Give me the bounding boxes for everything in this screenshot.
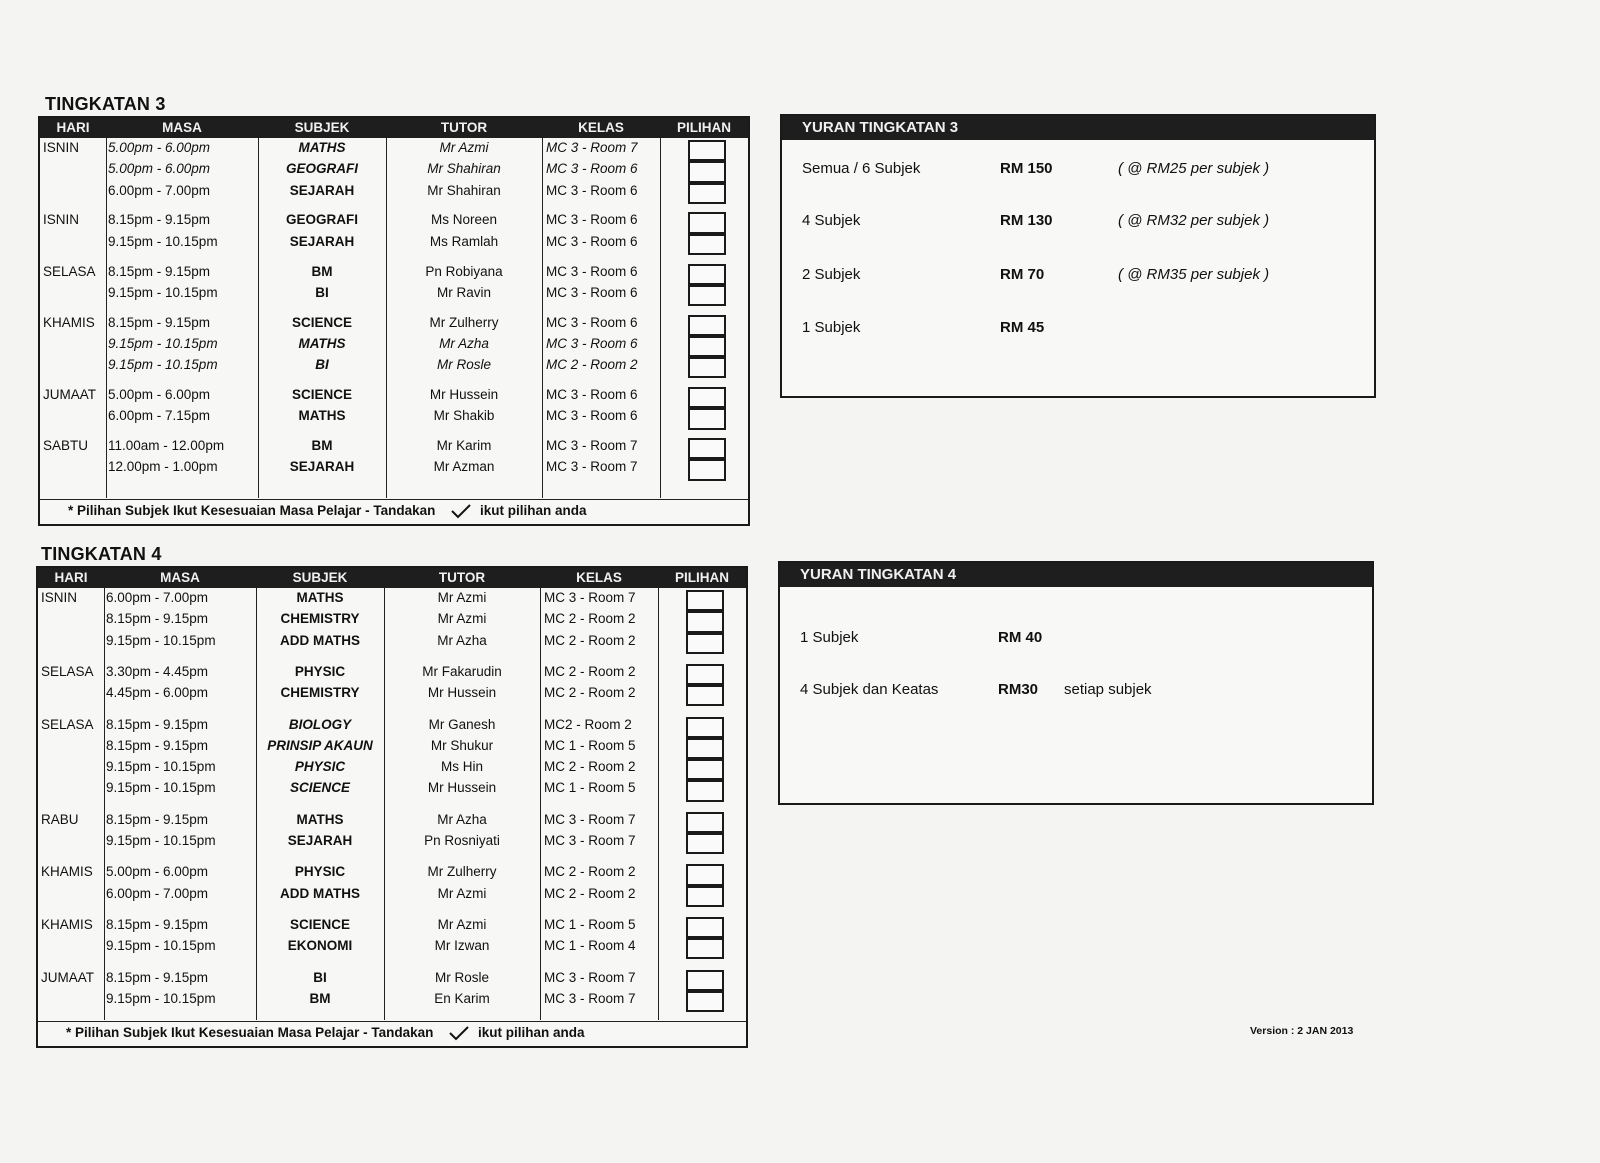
subject-cell: BI [315,284,329,300]
class-cell: MC 3 - Room 6 [546,233,638,249]
choice-checkbox[interactable] [686,886,724,907]
subject-cell: BI [315,357,329,373]
fee-row [782,266,1374,288]
time-cell: 9.15pm - 10.15pm [106,759,216,775]
class-cell: MC 3 - Room 7 [546,438,638,454]
class-cell: MC 3 - Room 6 [546,284,638,300]
class-cell: MC 2 - Room 2 [544,611,636,627]
class-cell: MC 3 - Room 6 [546,387,638,402]
class-cell: MC 2 - Room 2 [546,357,638,373]
subject-cell: MATHS [298,335,346,351]
fees-t4-panel [778,561,1374,805]
time-cell: 6.00pm - 7.15pm [108,408,211,424]
subject-cell: ADD MATHS [280,632,360,648]
time-cell: 8.15pm - 9.15pm [106,737,209,753]
table-row [40,161,748,182]
time-cell: 8.15pm - 9.15pm [108,314,211,330]
table-row [38,717,746,738]
table-row [38,917,746,938]
table-row [38,664,746,685]
choice-checkbox[interactable] [688,357,726,378]
column-header: TUTOR [438,570,486,585]
fee-amount: RM 130 [1000,212,1053,229]
day-cell: SELASA [41,663,94,679]
table-row [38,833,746,854]
choice-checkbox[interactable] [688,438,726,459]
column-header: PILIHAN [675,570,729,585]
choice-checkbox[interactable] [686,685,724,706]
tutor-cell: Mr Ravin [436,284,491,300]
fee-label: 1 Subjek [800,629,859,646]
time-cell: 9.15pm - 10.15pm [108,284,218,300]
tutor-cell: Mr Izwan [434,938,490,954]
day-cell: JUMAAT [43,387,96,402]
tutor-cell: En Karim [434,990,490,1006]
table-row [40,234,748,255]
fee-note: ( @ RM35 per subjek ) [1118,266,1270,283]
fee-label: 4 Subjek dan Keatas [800,681,939,698]
tutor-cell: Mr Azman [433,459,495,475]
column-header: PILIHAN [677,120,731,135]
time-cell: 9.15pm - 10.15pm [106,990,216,1006]
tutor-cell: Mr Azha [439,335,489,351]
subject-cell: PHYSIC [294,864,346,880]
table-footer-note [40,499,748,524]
tutor-cell: Mr Karim [436,438,492,454]
class-cell: MC 2 - Room 2 [544,759,636,775]
class-cell: MC 3 - Room 7 [544,833,636,848]
subject-cell: SCIENCE [291,387,352,402]
column-header: SUBJEK [292,570,348,585]
subject-cell: GEOGRAFI [285,212,358,228]
choice-checkbox[interactable] [688,212,726,233]
choice-checkbox[interactable] [688,183,726,204]
choice-checkbox[interactable] [688,140,726,161]
time-cell: 8.15pm - 9.15pm [106,811,209,827]
subject-cell: PRINSIP AKAUN [267,737,373,753]
day-cell: KHAMIS [41,864,93,880]
fee-amount: RM 45 [1000,319,1045,336]
time-cell: 11.00am - 12.00pm [108,438,225,454]
choice-checkbox[interactable] [688,161,726,182]
day-cell: JUMAAT [41,969,94,985]
table-row [40,438,748,459]
tutor-cell: Mr Ganesh [428,716,496,732]
table-row [38,759,746,780]
day-cell: ISNIN [41,590,78,605]
subject-cell: SCIENCE [291,314,352,330]
subject-cell: BIOLOGY [288,716,352,732]
table-row [38,812,746,833]
choice-checkbox[interactable] [688,387,726,408]
subject-cell: EKONOMI [287,938,353,954]
tutor-cell: Ms Hin [440,759,483,775]
footer-note-text: * Pilihan Subjek Ikut Kesesuaian Masa Pelajar - Tandakan [68,503,436,518]
choice-checkbox[interactable] [686,717,724,738]
choice-checkbox[interactable] [686,991,724,1012]
class-cell: MC 3 - Room 6 [546,314,638,330]
time-cell: 9.15pm - 10.15pm [108,233,218,249]
tutor-cell: Mr Rosle [436,357,491,373]
class-cell: MC 2 - Room 2 [544,663,636,679]
class-cell: MC 3 - Room 6 [546,263,638,279]
choice-checkbox[interactable] [686,611,724,632]
column-header: MASA [162,120,202,135]
subject-cell: PHYSIC [294,759,346,775]
time-cell: 8.15pm - 9.15pm [108,212,211,228]
table-row [38,780,746,801]
subject-cell: SCIENCE [289,780,350,796]
choice-checkbox[interactable] [686,759,724,780]
class-cell: MC 3 - Room 6 [546,161,638,177]
fee-row [780,629,1372,651]
tutor-cell: Mr Fakarudin [422,663,502,679]
time-cell: 8.15pm - 9.15pm [106,916,209,932]
tutor-cell: Ms Noreen [430,212,498,228]
subject-cell: MATHS [296,811,344,827]
choice-checkbox[interactable] [686,664,724,685]
time-cell: 9.15pm - 10.15pm [106,632,216,648]
time-cell: 3.30pm - 4.45pm [106,663,209,679]
tutor-cell: Mr Shahiran [427,182,501,198]
fees-title: YURAN TINGKATAN 3 [802,119,959,136]
checkmark-icon [448,1025,470,1041]
table-row [40,459,748,480]
table-row [38,590,746,611]
fee-label: 4 Subjek [802,212,861,229]
tutor-cell: Mr Azmi [437,916,487,932]
choice-checkbox[interactable] [686,970,724,991]
day-cell: SABTU [43,438,89,454]
class-cell: MC 2 - Room 2 [544,885,636,901]
table-row [40,183,748,204]
fee-amount: RM 150 [1000,160,1053,177]
time-cell: 6.00pm - 7.00pm [106,885,209,901]
table-row [38,685,746,706]
table-row [38,970,746,991]
tutor-cell: Mr Zulherry [429,314,499,330]
column-header: HARI [56,120,90,135]
time-cell: 4.45pm - 6.00pm [106,685,209,701]
t4-title: TINGKATAN 4 [41,544,162,564]
table-row [40,408,748,429]
time-cell: 9.15pm - 10.15pm [106,938,216,954]
choice-checkbox[interactable] [686,633,724,654]
class-cell: MC 1 - Room 5 [544,916,636,932]
class-cell: MC 3 - Room 6 [546,182,638,198]
time-cell: 9.15pm - 10.15pm [108,357,218,373]
choice-checkbox[interactable] [688,234,726,255]
column-header: MASA [160,570,200,585]
class-cell: MC 3 - Room 6 [546,335,638,351]
fee-note: ( @ RM32 per subjek ) [1118,212,1270,229]
fees-title: YURAN TINGKATAN 4 [800,566,957,583]
tutor-cell: Mr Shakib [433,408,495,424]
fee-label: Semua / 6 Subjek [802,160,921,177]
day-cell: RABU [41,811,79,827]
tutor-cell: Mr Azmi [439,140,489,155]
time-cell: 5.00pm - 6.00pm [108,161,211,177]
column-header: SUBJEK [294,120,350,135]
class-cell: MC 3 - Room 7 [546,459,638,475]
class-cell: MC 1 - Room 4 [544,938,636,954]
class-cell: MC 3 - Room 7 [546,140,638,155]
table-row [38,938,746,959]
table-row [38,886,746,907]
class-cell: MC 3 - Room 7 [544,811,636,827]
subject-cell: BM [309,990,331,1006]
time-cell: 8.15pm - 9.15pm [106,716,209,732]
choice-checkbox[interactable] [688,264,726,285]
choice-checkbox[interactable] [688,285,726,306]
day-cell: SELASA [41,716,94,732]
tutor-cell: Mr Hussein [427,685,497,701]
fee-amount: RM 70 [1000,266,1045,283]
subject-cell: SCIENCE [289,916,350,932]
class-cell: MC 3 - Room 7 [544,990,636,1006]
choice-checkbox[interactable] [688,408,726,429]
time-cell: 9.15pm - 10.15pm [106,833,216,848]
choice-checkbox[interactable] [686,738,724,759]
day-cell: ISNIN [43,212,80,228]
choice-checkbox[interactable] [688,336,726,357]
choice-checkbox[interactable] [686,917,724,938]
fee-amount: RM 40 [998,629,1043,646]
subject-cell: PHYSIC [294,663,346,679]
fee-row [780,681,1372,703]
time-cell: 5.00pm - 6.00pm [108,140,211,155]
time-cell: 9.15pm - 10.15pm [108,335,218,351]
footer-note-text: * Pilihan Subjek Ikut Kesesuaian Masa Pelajar - Tandakan [66,1025,434,1040]
day-cell: ISNIN [43,140,80,155]
fees-t3-panel [780,114,1376,398]
subject-cell: MATHS [296,590,344,605]
choice-checkbox[interactable] [686,812,724,833]
fee-label: 1 Subjek [802,319,861,336]
subject-cell: MATHS [298,140,346,155]
tutor-cell: Mr Hussein [427,780,497,796]
subject-cell: ADD MATHS [280,885,360,901]
day-cell: KHAMIS [41,916,93,932]
table-row [38,611,746,632]
subject-cell: MATHS [298,408,346,424]
tutor-cell: Mr Shahiran [427,161,501,177]
table-row [38,738,746,759]
table-row [40,315,748,336]
column-header: KELAS [576,570,622,585]
fees-header [782,116,1374,140]
table-row [38,991,746,1012]
day-cell: SELASA [43,263,96,279]
class-cell: MC 3 - Room 6 [546,212,638,228]
table-row [40,336,748,357]
subject-cell: SEJARAH [289,233,355,249]
time-cell: 12.00pm - 1.00pm [108,459,218,475]
tutor-cell: Mr Azmi [437,590,487,605]
class-cell: MC 1 - Room 5 [544,780,636,796]
table-row [38,633,746,654]
time-cell: 8.15pm - 9.15pm [106,969,209,985]
fee-note: ( @ RM25 per subjek ) [1118,160,1270,177]
time-cell: 6.00pm - 7.00pm [106,590,209,605]
tutor-cell: Mr Shukur [430,737,494,753]
class-cell: MC2 - Room 2 [544,716,632,732]
column-header: TUTOR [440,120,488,135]
subject-cell: SEJARAH [287,833,353,848]
tutor-cell: Pn Robiyana [425,263,503,279]
table-row [40,264,748,285]
fee-note: setiap subjek [1064,681,1152,698]
table-row [40,212,748,233]
time-cell: 8.15pm - 9.15pm [106,611,209,627]
time-cell: 9.15pm - 10.15pm [106,780,216,796]
class-cell: MC 1 - Room 5 [544,737,636,753]
fee-label: 2 Subjek [802,266,861,283]
subject-cell: SEJARAH [289,182,355,198]
fee-row [782,160,1374,182]
fee-row [782,212,1374,234]
class-cell: MC 2 - Room 2 [544,632,636,648]
subject-cell: BI [313,969,327,985]
tutor-cell: Mr Azmi [437,611,487,627]
subject-cell: GEOGRAFI [285,161,358,177]
subject-cell: BM [311,263,333,279]
tutor-cell: Mr Hussein [429,387,499,402]
subject-cell: CHEMISTRY [280,611,360,627]
choice-checkbox[interactable] [688,459,726,480]
fee-amount: RM30 [998,681,1039,698]
time-cell: 6.00pm - 7.00pm [108,182,211,198]
subject-cell: CHEMISTRY [280,685,360,701]
fee-row [782,319,1374,341]
table-header [40,118,748,138]
table-row [40,140,748,161]
choice-checkbox[interactable] [686,590,724,611]
footer-note-suffix: ikut pilihan anda [478,1025,585,1040]
time-cell: 8.15pm - 9.15pm [108,263,211,279]
table-footer-note [38,1021,746,1046]
subject-cell: SEJARAH [289,459,355,475]
subject-cell: BM [311,438,333,454]
choice-checkbox[interactable] [686,833,724,854]
column-header: HARI [54,570,88,585]
tutor-cell: Ms Ramlah [429,233,499,249]
checkmark-icon [450,503,472,519]
table-header [38,568,746,588]
tutor-cell: Pn Rosniyati [424,833,500,848]
choice-checkbox[interactable] [686,864,724,885]
fees-header [780,563,1372,587]
tutor-cell: Mr Zulherry [427,864,497,880]
table-row [40,285,748,306]
class-cell: MC 3 - Room 7 [544,969,636,985]
class-cell: MC 2 - Room 2 [544,685,636,701]
footer-note-suffix: ikut pilihan anda [480,503,587,518]
version-label: Version : 2 JAN 2013 [1250,1025,1354,1037]
time-cell: 5.00pm - 6.00pm [106,864,209,880]
tutor-cell: Mr Azmi [437,885,487,901]
tutor-cell: Mr Azha [437,811,487,827]
tutor-cell: Mr Azha [437,632,487,648]
table-row [40,357,748,378]
class-cell: MC 3 - Room 6 [546,408,638,424]
class-cell: MC 3 - Room 7 [544,590,636,605]
day-cell: KHAMIS [43,314,95,330]
time-cell: 5.00pm - 6.00pm [108,387,211,402]
table-row [40,387,748,408]
table-row [38,864,746,885]
choice-checkbox[interactable] [686,938,724,959]
choice-checkbox[interactable] [686,780,724,801]
class-cell: MC 2 - Room 2 [544,864,636,880]
column-header: KELAS [578,120,624,135]
t4-timetable [36,566,748,1048]
choice-checkbox[interactable] [688,315,726,336]
t3-title: TINGKATAN 3 [45,94,166,114]
t3-timetable [38,116,750,526]
tutor-cell: Mr Rosle [434,969,489,985]
